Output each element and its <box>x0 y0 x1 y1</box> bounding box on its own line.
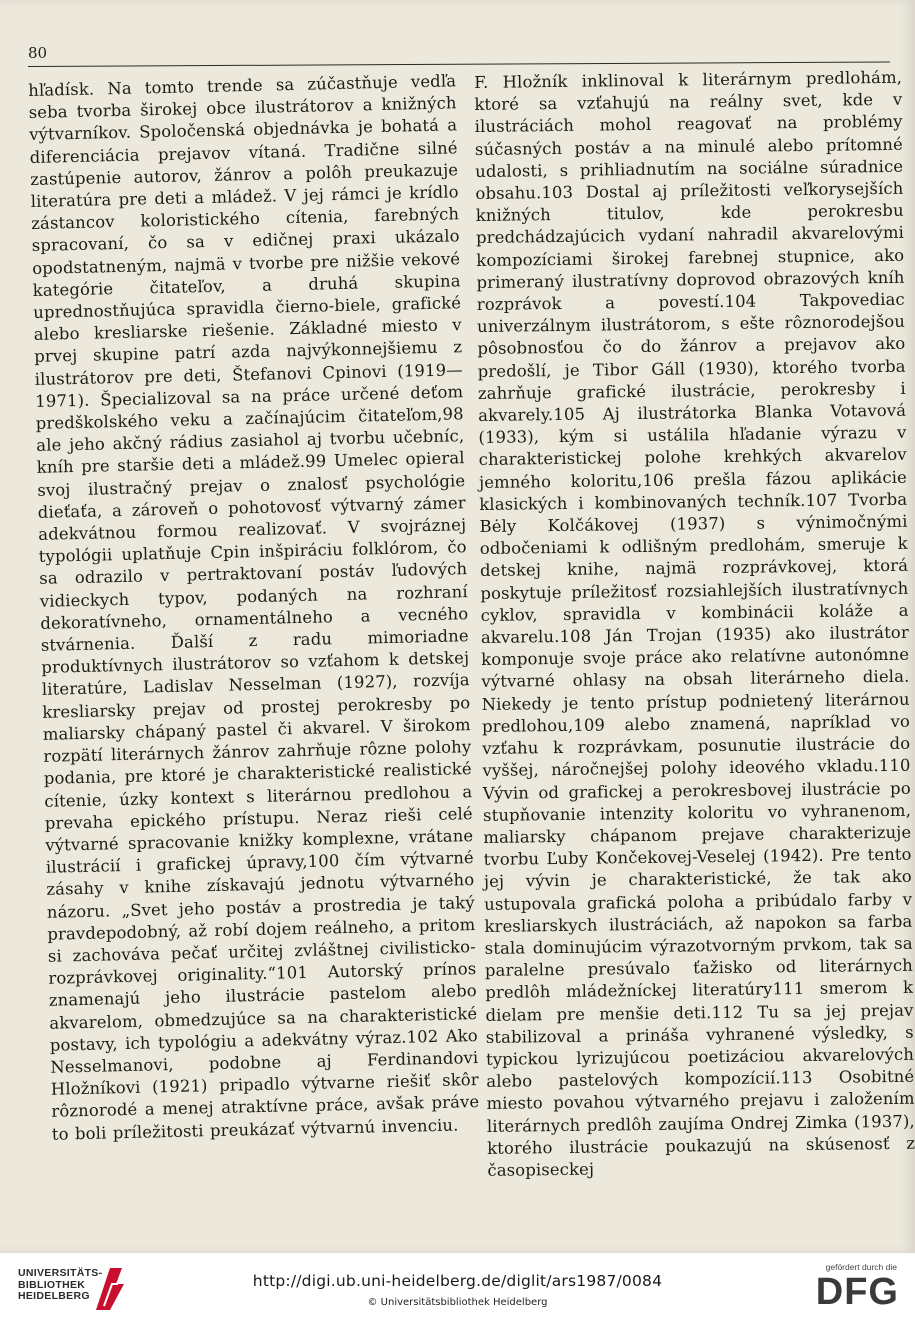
right-column <box>474 67 915 1182</box>
right-column-text: F. Hložník inklinoval k literárnym predlohám, ktoré sa vzťahujú na reálny svet, kde v ilustráciách mohol reagovať na problémy súčasných postáv a na minulé alebo prítomné udalosti, s prihliadnutím na sociálne súradnice obsahu.103 Dostal aj príležitosti veľkorysejších knižných titulov, kde perokresbu predchádzajúcich vydaní nahradil akvarelovými kompozíciami širokej farebnej stupnice, ako primeraný ilustratívny doprovod obrazových kníh rozprávok a povestí.104 Takpovediac univerzálnym ilustrátorom, s ešte rôznorodejšou pôsobnosťou čo do žánrov a prejavov ako predošlí, je Tibor Gáll (1930), ktorého tvorba zahrňuje grafické ilustrácie, perokresby i akvarely.105 Aj ilustrátorka Blanka Votavová (1933), kým si ustálila hľadanie výrazu v charakteristickej polohe krehkých akvarelov jemného koloritu,106 prešla fázou aplikácie klasických i kombinovaných techník.107 Tvorba Bėly Kolčákovej (1937) s výnimočnými odbočeniami k odlišným predlohám, smeruje k detskej knihe, najmä rozprávkovej, ktorá poskytuje príležitosť rozsiahlejších ilustratívnych cyklov, spravidla v kombinácii koláže a akvarelu.108 Ján Trojan (1935) ako ilustrátor komponuje svoje práce ako relatívne autonómne výtvarné ohlasy na obsah literárneho diela. Niekedy je tento prístup podnietený literárnou predlohou,109 alebo znamená, napríklad vo vzťahu k rozprávkam, posunutie ilustrácie do vyššej, náročnejšej polohy ideového vkladu.110 Vývin od grafickej a perokresbovej ilustrácie po stupňovanie intenzity koloritu vo vyhranenom, maliarsky chápanom prejave charakterizuje tvorbu Ľuby Končekovej-Veselej (1942). Pre tento jej vývin je charakteristické, že tak ako ustupovala grafická poloha a pribúdalo farby v kresliarskych ilustráciách, až napokon sa farba stala dominujúcim výrazotvorným prvkom, tak sa paralelne presúvalo ťažisko od literárnych predlôh mládežníckej literatúry111 smerom k dielam pre menšie deti.112 Tu sa jej prejav stabilizoval a prináša vyhranené výsledky, s typickou lyrizujúcou poetizáciou akvarelových alebo pastelových kompozícií.113 Osobitné miesto povahou výtvarného prejavu i založením literárnych predlôh zaujíma Ondrej Zimka (1937), ktorého ilustrácie poukazujú na skúsenosť z časopiseckej <box>474 67 915 1180</box>
dfg-logo: DFG <box>815 1271 899 1313</box>
dfg-caption: gefördert durch die <box>825 1262 897 1272</box>
source-url-link[interactable]: http://digi.ub.uni-heidelberg.de/diglit/ars1987/0084 <box>252 1272 663 1290</box>
left-column-text: hľadísk. Na tomto trende sa zúčastňuje vedľa seba tvorba širokej obce ilustrátorov a knižných výtvarníkov. Spoločenská objednávka je bohatá a diferenciácia prejavov vítaná. Tradične silné zastúpenie autorov, žánrov a polôh preukazuje literatúra pre deti a mládež. V jej rámci je krídlo zástancov koloristického cítenia, farebných spracovaní, čo sa v edičnej praxi ukázalo opodstatneným, najmä v tvorbe pre nižšie vekové kategórie čitateľov, a druhá skupina uprednostňujúca spravidla čierno-biele, grafické alebo kresliarske riešenie. Základné miesto v prvej skupine patrí azda najvýkonnejšiemu z ilustrátorov pre deti, Štefanovi Cpinovi (1919—1971). Špecializoval sa na práce určené deťom predškolského veku a začínajúcim čitateľom,98 ale jeho akčný rádius zasiahol aj tvorbu učebníc, kníh pre staršie deti a mládež.99 Umelec opieral svoj ilustračný prejav o znalosť psychológie dieťaťa, a zároveň o pohotovosť výtvarný zámer adekvátnou formou realizovať. V svojráznej typológii uplatňuje Cpin inšpiráciu folklórom, čo sa odrazilo v pertraktovaní postáv ľudových vidieckych typov, podaných na rozhraní dekoratívneho, ornamentálneho a vecného stvárnenia. Ďalší z radu mimoriadne produktívnych ilustrátorov so vzťahom k detskej literatúre, Ladislav Nesselman (1927), rozvíja kresliarsky prejav od prostej perokresby po maliarsky chápaný pastel či akvarel. V širokom rozpätí literárnych žánrov zahrňuje rôzne polohy podania, pre ktoré je charakteristické realistické cítenie, úzky kontext s literárnou predlohou a prevaha epického prístupu. Neraz rieši celé výtvarné spracovanie knižky komplexne, vrátane ilustrácií i grafickej úpravy,100 čím výtvarné zásahy v knihe získavajú jednotu výtvarného názoru. „Svet jeho postáv a prostredia je taký pravdepodobný, až robí dojem reálneho, a pritom si zachováva pečať určitej zvláštnej civilisticko-rozprávkovej originality.“101 Autorský prínos znamenajú jeho ilustrácie pastelom alebo akvarelom, obmedzujúce sa na charakteristické postavy, ich typológiu a adekvátny výraz.102 Ako Nesselmanovi, podobne aj Ferdinandovi Hložníkovi (1921) pripadlo výtvarne riešiť skôr rôznorodé a menej atraktívne práce, avšak práve to boli príležitosti preukázať výtvarnú invenciu. <box>28 71 480 1144</box>
header-rule <box>28 61 890 67</box>
page-number: 80 <box>28 44 48 62</box>
library-line: HEIDELBERG <box>18 1290 90 1302</box>
copyright-text: © Universitätsbibliothek Heidelberg <box>367 1297 548 1308</box>
library-line: BIBLIOTHEK <box>18 1278 86 1291</box>
library-line: UNIVERSITÄTS- <box>18 1267 103 1279</box>
left-column <box>28 70 480 1145</box>
